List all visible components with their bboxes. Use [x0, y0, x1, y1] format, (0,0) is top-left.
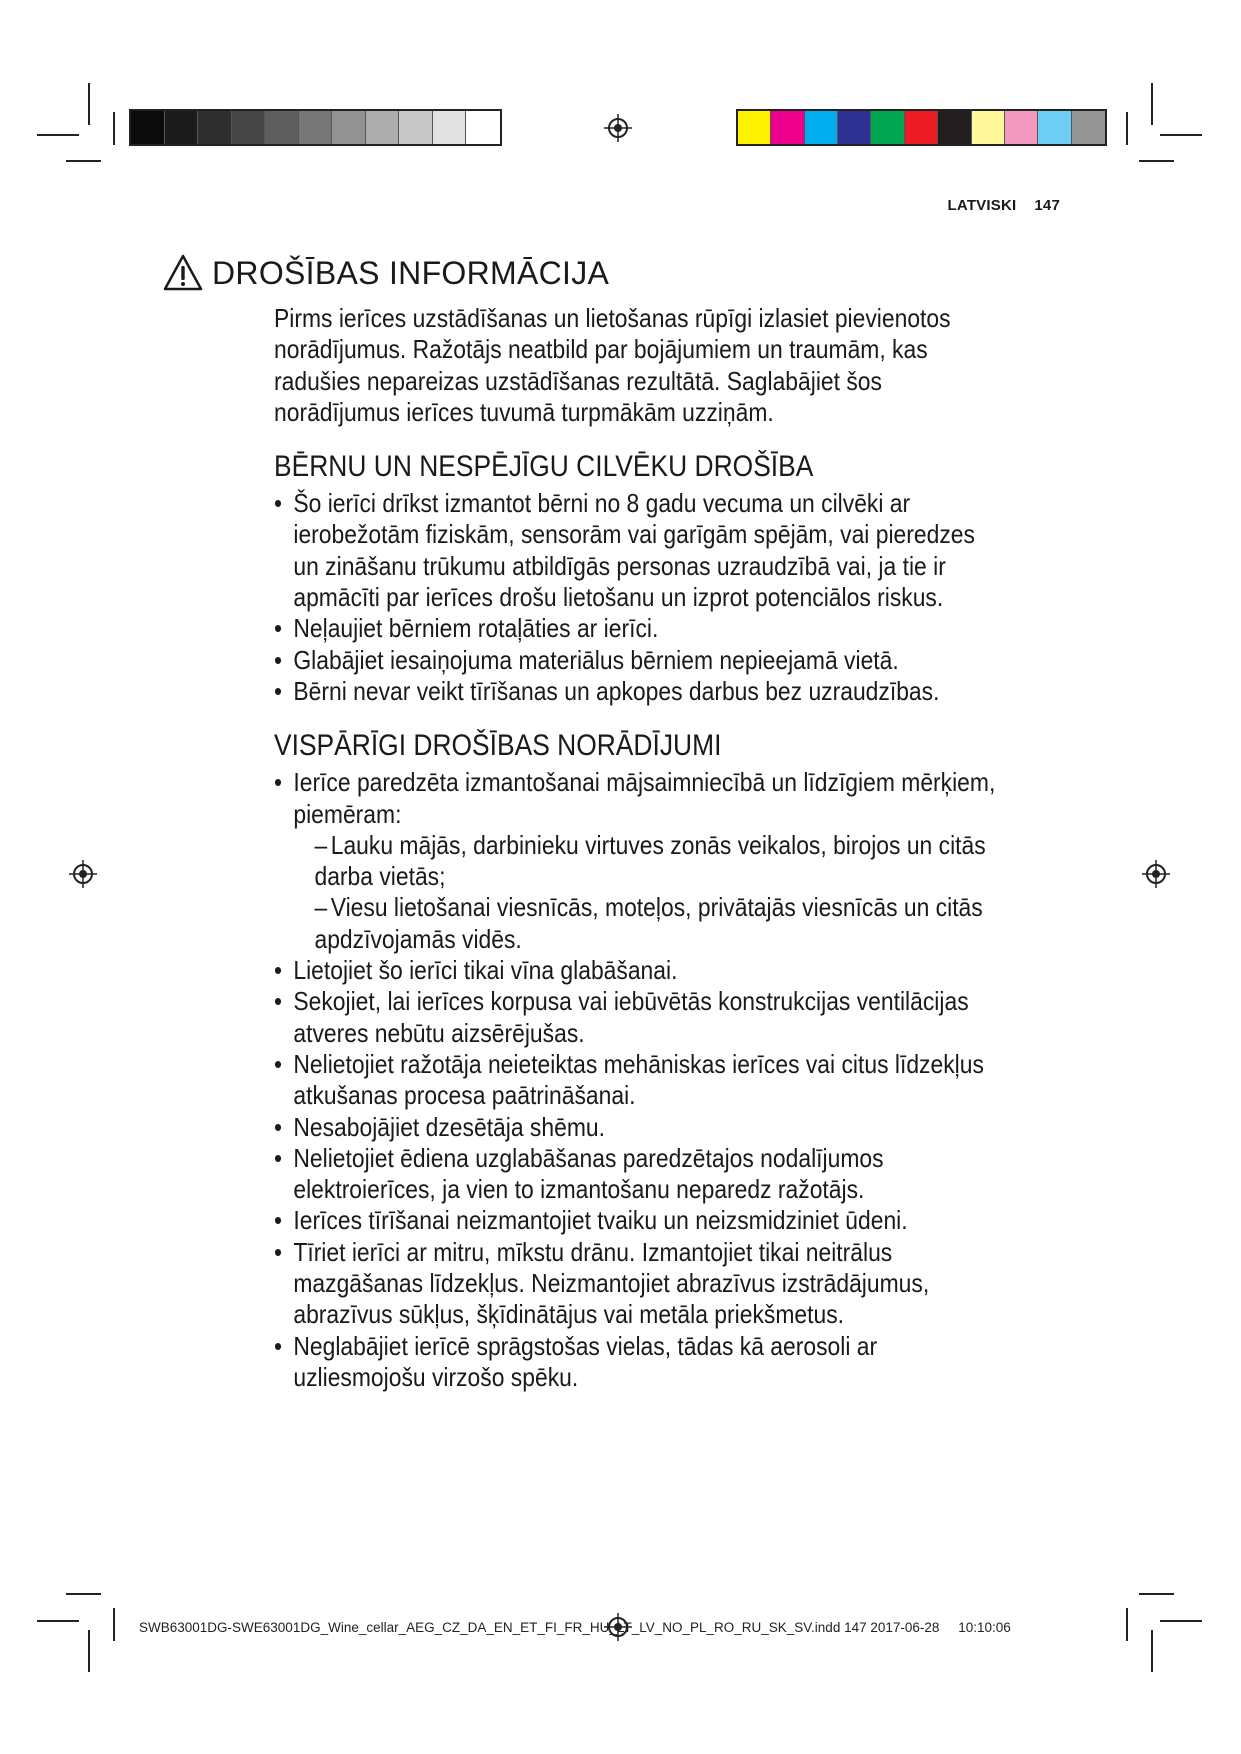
slug-date: 2017-06-28 — [870, 1620, 940, 1635]
list-item: • Ierīces tīrīšanai neizmantojiet tvaiku un neizsmidziniet ūdeni. — [274, 1205, 996, 1236]
children-safety-list — [274, 488, 996, 707]
color-calibration-bar — [736, 109, 1107, 146]
general-safety-list — [274, 767, 996, 1393]
list-item: • Tīriet ierīci ar mitru, mīkstu drānu. Izmantojiet tikai neitrālus mazgāšanas līdzekļus. Neizmantojiet abrazīvus izstrādājumus, abrazīvus sūkļus, šķīdinātājus vai metāla priekšmetus. — [274, 1237, 996, 1331]
list-item: • Sekojiet, lai ierīces korpusa vai iebūvētās konstrukcijas ventilācijas atveres nebūtu aizsērējušas. — [274, 986, 996, 1049]
list-item: • Glabājiet iesaiņojuma materiālus bērniem nepieejamā vietā. — [274, 645, 996, 676]
registration-mark-icon — [603, 113, 633, 143]
color-swatch — [232, 111, 266, 144]
sub-list-item — [293, 892, 995, 955]
color-swatch — [972, 111, 1005, 144]
color-swatch — [198, 111, 232, 144]
dash-marker: – — [314, 892, 328, 923]
color-swatch — [838, 111, 871, 144]
list-item: • Bērni nevar veikt tīrīšanas un apkopes darbus bez uzraudzības. — [274, 676, 996, 707]
color-swatch — [1038, 111, 1071, 144]
grayscale-calibration-bar — [129, 109, 502, 146]
warning-triangle-icon — [162, 253, 204, 293]
slug-time: 10:10:06 — [958, 1620, 1011, 1635]
registration-mark-icon — [1141, 859, 1171, 889]
list-item: • Nelietojiet ražotāja neieteiktas mehāniskas ierīces vai citus līdzekļus atkušanas procesa paātrināšanai. — [274, 1049, 996, 1112]
section-title-row — [162, 253, 609, 293]
list-item — [274, 767, 996, 955]
color-swatch — [466, 111, 500, 144]
sub-list-item-text: Lauku mājās, darbinieku virtuves zonās veikalos, birojos un citās darba vietās; — [314, 829, 986, 892]
sub-list-item — [293, 830, 995, 893]
general-safety-heading: VISPĀRĪGI DROŠĪBAS NORĀDĪJUMI — [274, 729, 722, 763]
color-swatch — [905, 111, 938, 144]
color-swatch — [771, 111, 804, 144]
intro-paragraph: Pirms ierīces uzstādīšanas un lietošanas rūpīgi izlasiet pievienotos norādījumus. Ražotājs neatbild par bojājumiem un traumām, kas radušies nepareizas uzstādīšanas rezultātā. Saglabājiet šos norādījumus ierīces tuvumā turpmākām uzziņām. — [274, 303, 951, 427]
children-safety-heading: BĒRNU UN NESPĒJĪGU CILVĒKU DROŠĪBA — [274, 450, 814, 484]
color-swatch — [1072, 111, 1105, 144]
list-item: • Nesabojājiet dzesētāja shēmu. — [274, 1112, 996, 1143]
color-swatch — [265, 111, 299, 144]
color-swatch — [433, 111, 467, 144]
color-swatch — [366, 111, 400, 144]
dash-marker: – — [314, 829, 328, 860]
color-swatch — [165, 111, 199, 144]
registration-mark-icon — [68, 859, 98, 889]
page-number: 147 — [1034, 197, 1060, 214]
list-item: • Nelietojiet ēdiena uzglabāšanas paredzētajos nodalījumos elektroierīces, ja vien to izmantošanu neparedz ražotājs. — [274, 1143, 996, 1206]
document-body — [274, 303, 996, 1393]
language-label: LATVISKI — [947, 197, 1017, 214]
color-swatch — [332, 111, 366, 144]
color-swatch — [738, 111, 771, 144]
color-swatch — [938, 111, 971, 144]
running-header — [930, 197, 1060, 214]
color-swatch — [1005, 111, 1038, 144]
print-slug-footer — [139, 1620, 1011, 1635]
list-item: • Neglabājiet ierīcē sprāgstošas vielas, tādas kā aerosoli ar uzliesmojošu virzošo spēku. — [274, 1331, 996, 1394]
sub-list-item-text: Viesu lietošanai viesnīcās, moteļos, privātajās viesnīcās un citās apdzīvojamās vidēs. — [314, 892, 983, 954]
color-swatch — [131, 111, 165, 144]
list-item: • Lietojiet šo ierīci tikai vīna glabāšanai. — [274, 955, 996, 986]
color-swatch — [805, 111, 838, 144]
color-swatch — [871, 111, 904, 144]
list-item: • Šo ierīci drīkst izmantot bērni no 8 gadu vecuma un cilvēki ar ierobežotām fiziskām, sensorām vai garīgām spējām, vai pieredzes un zināšanu trūkumu atbildīgās personas uzraudzībā vai, ja tie ir apmācīti par ierīces drošu lietošanu un izprot potenciālos riskus. — [274, 488, 996, 613]
list-item: • Neļaujiet bērniem rotaļāties ar ierīci. — [274, 613, 996, 644]
slug-filename: SWB63001DG-SWE63001DG_Wine_cellar_AEG_CZ_DA_EN_ET_FI_FR_HU_LT_LV_NO_PL_RO_RU_SK_SV.indd 147 — [139, 1620, 867, 1635]
list-item-text: Ierīce paredzēta izmantošanai mājsaimniecībā un līdzīgiem mērķiem, piemēram: — [293, 767, 996, 829]
color-swatch — [399, 111, 433, 144]
color-swatch — [299, 111, 333, 144]
page-title: DROŠĪBAS INFORMĀCIJA — [212, 254, 610, 291]
